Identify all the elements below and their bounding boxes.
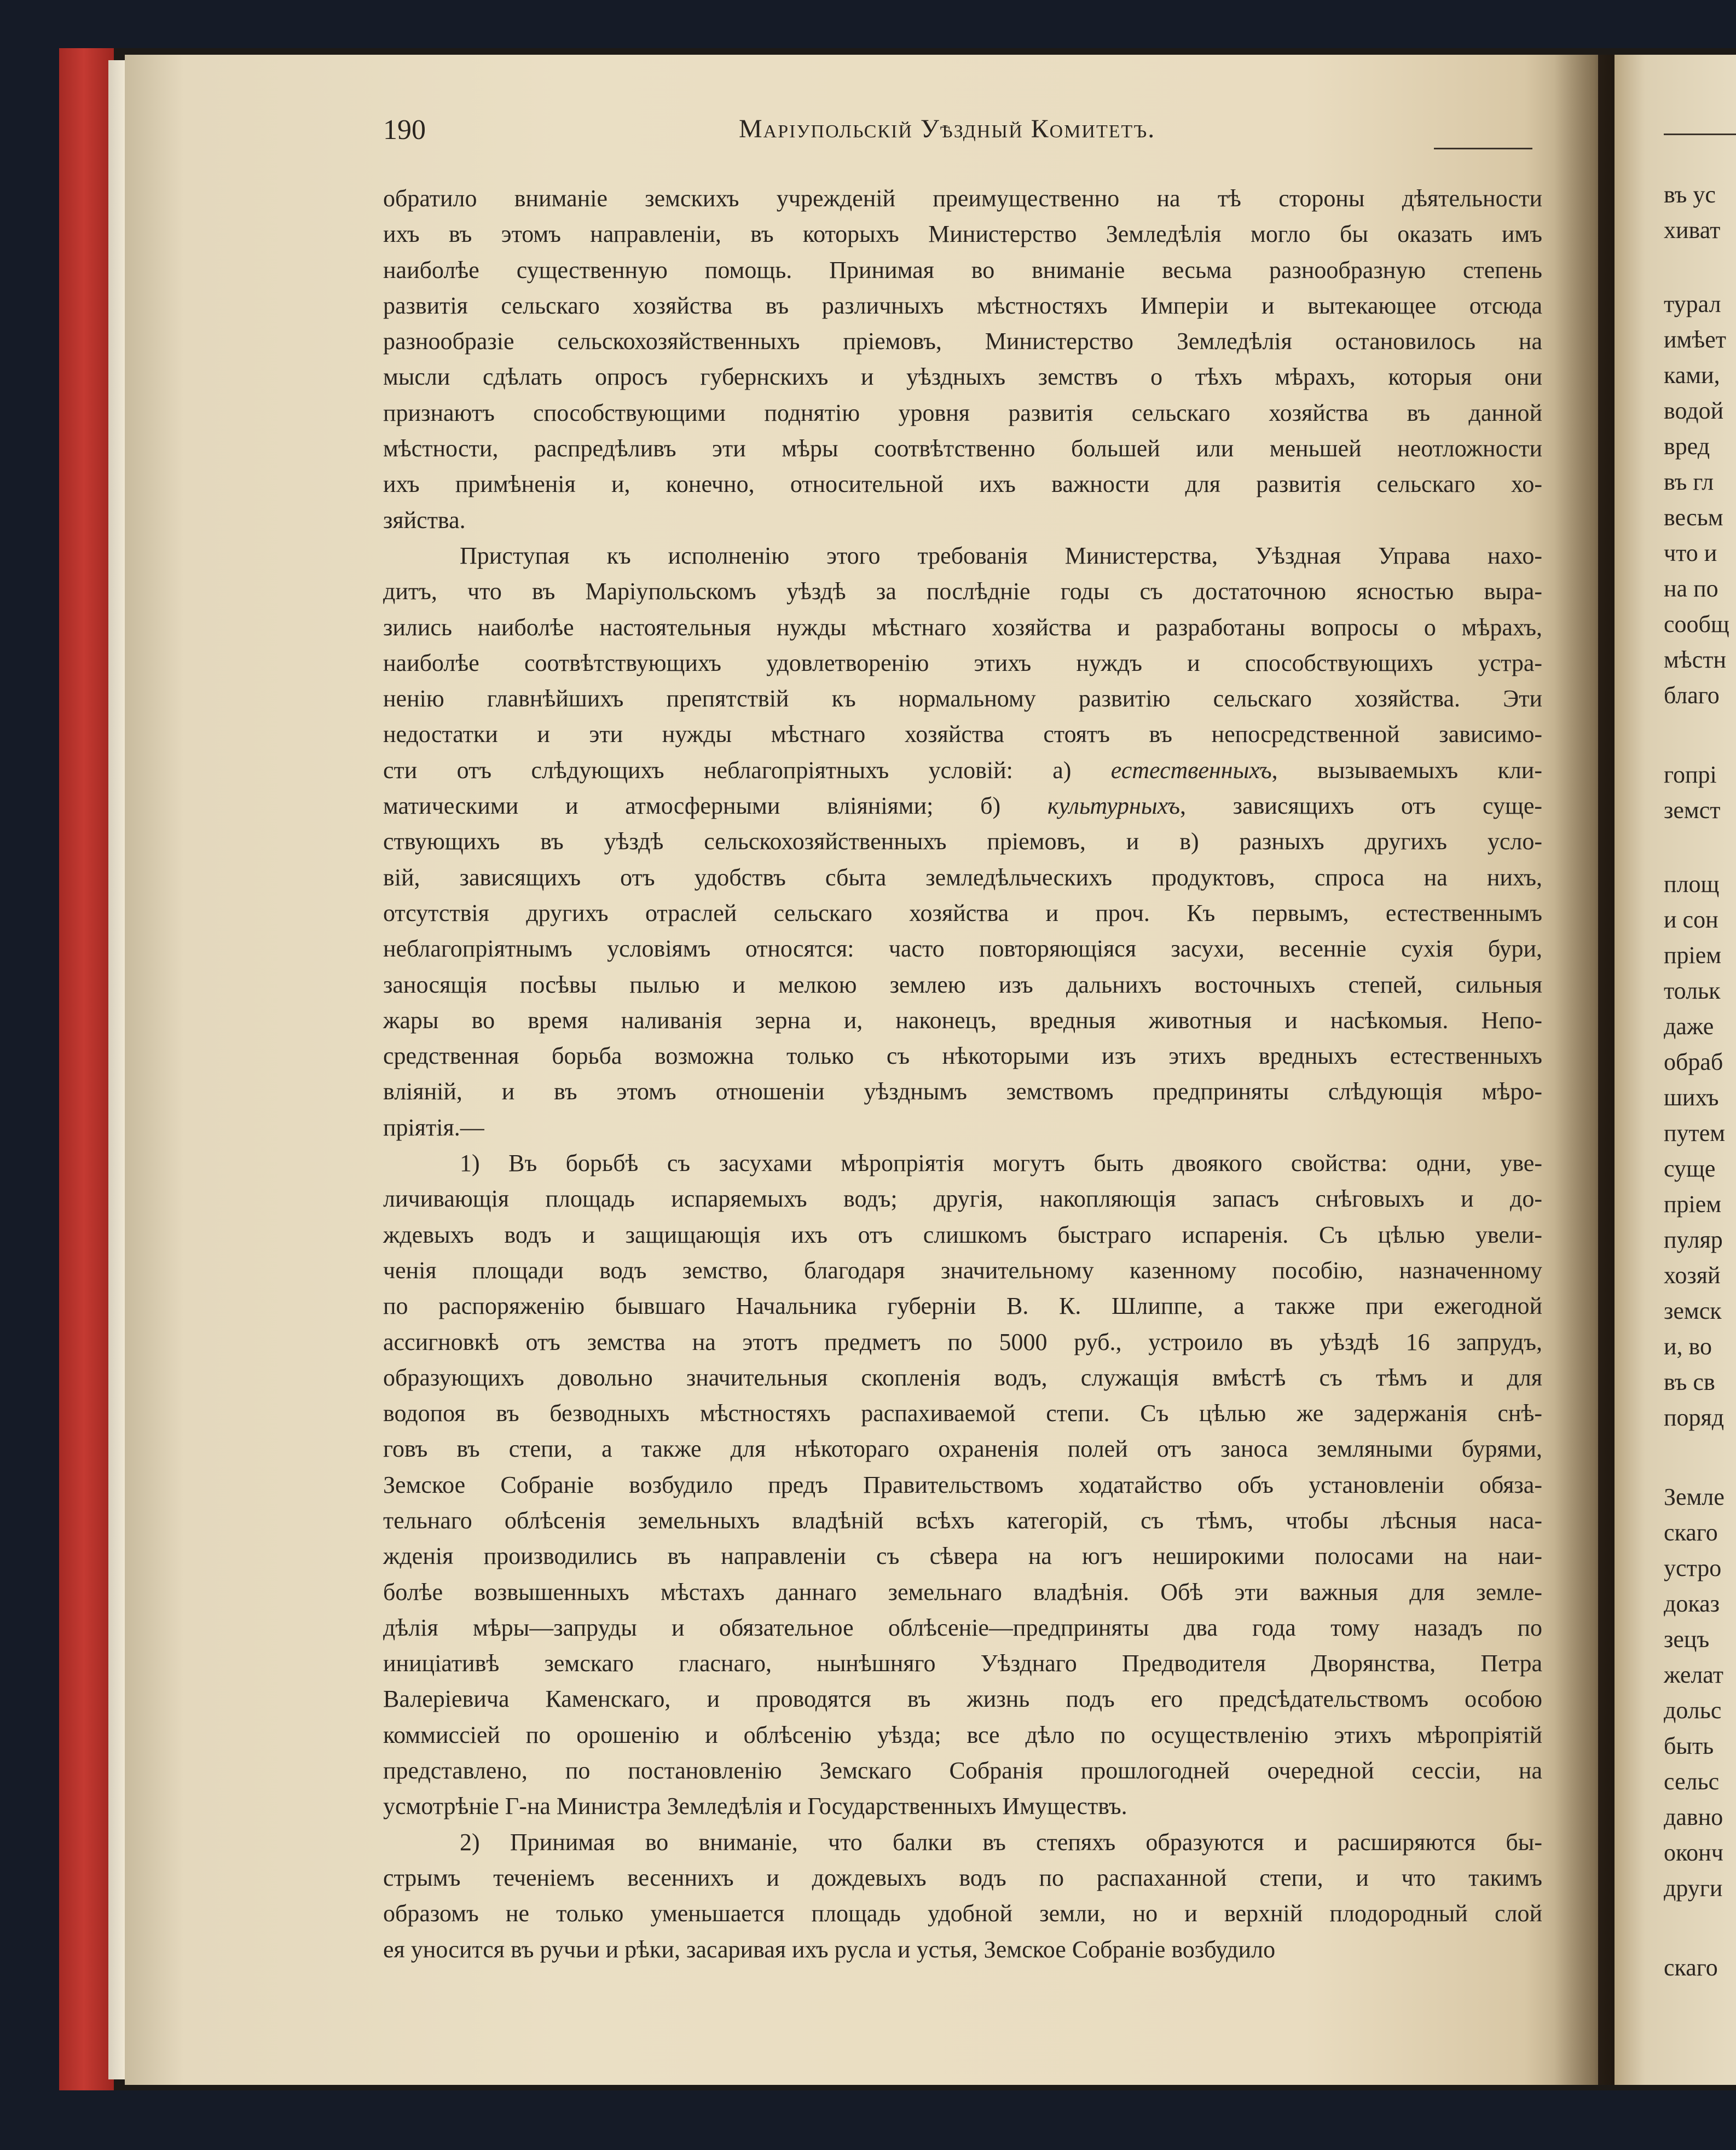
text-line: образомъ не только уменьшается площадь удобной земли, но и верхній плодородный слой	[383, 1900, 1542, 1927]
text-line: личивающія площадь испаряемыхъ водъ; другія, накопляющія запасъ снѣговыхъ и до-	[383, 1185, 1542, 1213]
text-line: заносящія посѣвы пылью и мелкою землею изъ дальнихъ восточныхъ степей, сильныя	[383, 971, 1542, 998]
text-line: неблагопріятнымъ условіямъ относятся: часто повторяющіяся засухи, весенніе сухія бури,	[383, 935, 1542, 963]
paragraph	[383, 1824, 1542, 1967]
next-page-fragment: Земле	[1664, 1483, 1725, 1510]
next-page-fragment: земск	[1664, 1297, 1722, 1324]
next-page-fragment: весьм	[1664, 504, 1723, 531]
next-page-fragment: водой	[1664, 397, 1724, 424]
next-page-fragment: въ св	[1664, 1369, 1715, 1395]
text-line: иниціативѣ земскаго гласнаго, нынѣшняго Уѣзднаго Предводителя Дворянства, Петра	[383, 1650, 1542, 1677]
page-edge-strip	[108, 60, 125, 2079]
next-page-fragment: шихъ	[1664, 1084, 1719, 1111]
text-line: вій, зависящихъ отъ удобствъ сбыта земледѣльческихъ продуктовъ, спроса на нихъ,	[383, 864, 1542, 891]
running-title: Маріупольскій Уѣздный Комитетъ.	[739, 114, 1156, 143]
next-page-fragment: скаго	[1664, 1954, 1718, 1981]
paragraph	[383, 1145, 1542, 1824]
next-page-fragment: въ гл	[1664, 468, 1714, 495]
text-line: образующихъ довольно значительныя скопленія водъ, служащія вмѣстѣ съ тѣмъ и для	[383, 1364, 1542, 1391]
next-page-fragment: скаго	[1664, 1519, 1718, 1546]
text-line: мысли сдѣлать опросъ губернскихъ и уѣздныхъ земствъ о тѣхъ мѣрахъ, которыя они	[383, 363, 1542, 391]
text-line: ченія площади водъ земство, благодаря значительному казенному пособію, назначенному	[383, 1256, 1542, 1284]
next-page-fragment: сообщ	[1664, 611, 1729, 638]
text-line: отсутствія другихъ отраслей сельскаго хозяйства и проч. Къ первымъ, естественнымъ	[383, 899, 1542, 926]
text-line: Приступая къ исполненію этого требованія Министерства, Уѣздная Управа нахо-	[460, 542, 1542, 569]
text-line: дѣлія мѣры—запруды и обязательное облѣсеніе—предприняты два года тому назадъ по	[383, 1614, 1542, 1641]
next-page-fragment: устро	[1664, 1555, 1722, 1581]
next-page-fragment: гопрі	[1664, 761, 1717, 788]
next-page-fragment: турал	[1664, 291, 1721, 317]
text-line: представлено, по постановленію Земскаго Собранія прошлогодней очередной сессіи, на	[383, 1757, 1542, 1784]
next-page-fragment: путем	[1664, 1120, 1726, 1146]
gutter-shadow	[1554, 55, 1620, 2085]
next-page-fragment: доказ	[1664, 1590, 1720, 1617]
text-line: водопоя въ безводныхъ мѣстностяхъ распахиваемой степи. Съ цѣлью же задержанія снѣ-	[383, 1400, 1542, 1427]
next-page-fragment: тольк	[1664, 977, 1721, 1004]
next-page-fragment: дольс	[1664, 1697, 1722, 1724]
next-page-fragment: что и	[1664, 540, 1717, 566]
text-line: признаютъ способствующими поднятію уровня развитія сельскаго хозяйства въ данной	[383, 399, 1542, 426]
next-page-fragment: пріем	[1664, 1191, 1722, 1218]
text-line: наиболѣе соотвѣтствующихъ удовлетворенію этихъ нуждъ и способствующихъ устра-	[383, 649, 1542, 676]
next-page-fragment: сельс	[1664, 1768, 1720, 1795]
text-line: ихъ примѣненія и, конечно, относительной ихъ важности для развитія сельскаго хо-	[383, 471, 1542, 498]
page-number: 190	[383, 114, 426, 146]
text-line: жденія производились въ направленіи съ сѣвера на югъ неширокими полосами на наи-	[383, 1543, 1542, 1570]
text-line: разнообразіе сельскохозяйственныхъ пріемовъ, Министерство Земледѣлія остановилось на	[383, 328, 1542, 355]
text-line: тельнаго облѣсенія земельныхъ владѣній всѣхъ категорій, съ тѣмъ, чтобы лѣсныя наса-	[383, 1506, 1542, 1534]
text-line: развитія сельскаго хозяйства въ различныхъ мѣстностяхъ Имперіи и вытекающее отсюда	[383, 292, 1542, 319]
next-page-fragment: други	[1664, 1875, 1723, 1902]
next-page-fragment: зецъ	[1664, 1626, 1710, 1653]
next-page-fragment: пріем	[1664, 942, 1722, 969]
next-page-fragment: въ ус	[1664, 181, 1716, 208]
next-page-fragment: хозяй	[1664, 1262, 1721, 1289]
next-page-fragment: земст	[1664, 797, 1721, 824]
text-line: зились наиболѣе настоятельныя нужды мѣстнаго хозяйства и разработаны вопросы о мѣрахъ,	[383, 613, 1542, 641]
next-page-fragment: обраб	[1664, 1048, 1723, 1075]
next-page-fragment: суще	[1664, 1155, 1716, 1182]
text-line: сти отъ слѣдующихъ неблагопріятныхъ условій: а) естественныхъ, вызываемыхъ кли-	[383, 756, 1542, 784]
text-line: зяйства.	[383, 506, 466, 534]
text-line: недостатки и эти нужды мѣстнаго хозяйства стоятъ въ непосредственной зависимо-	[383, 721, 1542, 748]
text-line: коммиссіей по орошенію и облѣсенію уѣзда; все дѣло по осуществленію этихъ мѣропріятій	[383, 1721, 1542, 1748]
next-page-fragment: хиват	[1664, 217, 1721, 244]
next-page-fragment: на по	[1664, 575, 1718, 602]
text-line: ассигновкѣ отъ земства на этотъ предметъ по 5000 руб., устроило въ уѣздѣ 16 запрудъ,	[383, 1328, 1542, 1355]
text-line: мѣстности, распредѣливъ эти мѣры соотвѣтственно большей или меньшей неотложности	[383, 435, 1542, 462]
text-line: 2) Принимая во вниманіе, что балки въ степяхъ образуются и расширяются бы-	[460, 1828, 1542, 1856]
text-line: ея уносится въ ручьи и рѣки, засаривая ихъ русла и устья, Земское Собраніе возбудило	[383, 1935, 1276, 1963]
next-page-fragment: ками,	[1664, 362, 1720, 389]
next-page-fragment: быть	[1664, 1732, 1714, 1759]
page-body	[383, 181, 1542, 1967]
text-line: ждевыхъ водъ и защищающія ихъ отъ слишкомъ быстраго испаренія. Съ цѣлью увели-	[383, 1221, 1542, 1248]
text-line: усмотрѣніе Г-на Министра Земледѣлія и Государственныхъ Имуществъ.	[383, 1793, 1127, 1820]
text-line: обратило вниманіе земскихъ учрежденій преимущественно на тѣ стороны дѣятельности	[383, 185, 1542, 212]
next-page-header-rule	[1664, 134, 1736, 135]
text-line: ненію главнѣйшихъ препятствій къ нормальному развитію сельскаго хозяйства. Эти	[383, 685, 1542, 712]
text-line: средственная борьба возможна только съ нѣкоторыми изъ этихъ вредныхъ естественныхъ	[383, 1042, 1542, 1070]
next-page-fragment: мѣстн	[1664, 646, 1727, 673]
next-page-fragment: поряд	[1664, 1404, 1725, 1431]
text-line: Земское Собраніе возбудило предъ Правительствомъ ходатайство объ установленіи обяза-	[383, 1471, 1542, 1498]
text-line: говъ въ степи, а также для нѣкотораго охраненія полей отъ заноса земляными бурями,	[383, 1435, 1542, 1463]
text-line: болѣе возвышенныхъ мѣстахъ даннаго земельнаго владѣнія. Обѣ эти важныя для земле-	[383, 1578, 1542, 1606]
text-line: наиболѣе существенную помощь. Принимая во вниманіе весьма разнообразную степень	[383, 256, 1542, 283]
text-line: матическими и атмосферными вліяніями; б) культурныхъ, зависящихъ отъ суще-	[383, 792, 1543, 820]
next-page-fragment: желат	[1664, 1661, 1723, 1688]
header-rule	[1434, 148, 1532, 149]
next-page-fragment: давно	[1664, 1804, 1723, 1830]
text-line: пріятія.—	[383, 1114, 484, 1141]
next-page-fragment: благо	[1664, 682, 1720, 709]
text-line: вліяній, и въ этомъ отношеніи уѣзднымъ земствомъ предприняты слѣдующія мѣро-	[383, 1078, 1542, 1105]
next-page-fragment: и, во	[1664, 1333, 1712, 1360]
paragraph	[383, 538, 1542, 1145]
text-line: ихъ въ этомъ направленіи, въ которыхъ Министерство Земледѣлія могло бы оказать имъ	[383, 221, 1542, 248]
next-page-fragment: площ	[1664, 871, 1720, 897]
text-line: Валеріевича Каменскаго, и проводятся въ жизнь подъ его предсѣдательствомъ особою	[383, 1685, 1542, 1713]
text-line: жары во время наливанія зерна и, наконецъ, вредныя животныя и насѣкомыя. Непо-	[383, 1006, 1542, 1034]
text-line: стрымъ теченіемъ весеннихъ и дождевыхъ водъ по распаханной степи, и что такимъ	[383, 1864, 1542, 1891]
text-line: ствующихъ въ уѣздѣ сельскохозяйственныхъ пріемовъ, и в) разныхъ другихъ усло-	[383, 828, 1542, 855]
paragraph	[383, 181, 1542, 538]
text-line: по распоряженію бывшаго Начальника губерніи В. К. Шлиппе, а также при ежегодной	[383, 1293, 1542, 1320]
next-page-fragment: даже	[1664, 1013, 1714, 1040]
book-cover-edge	[59, 48, 114, 2090]
text-line: 1) Въ борьбѣ съ засухами мѣропріятія могутъ быть двоякого свойства: одни, уве-	[460, 1150, 1542, 1177]
next-page-fragment: имѣет	[1664, 326, 1727, 353]
next-page-fragment: и сон	[1664, 906, 1718, 933]
next-page-fragment: пуляр	[1664, 1226, 1723, 1253]
next-page-fragment: оконч	[1664, 1839, 1723, 1866]
next-page-fragment: вред	[1664, 433, 1710, 460]
text-line: дитъ, что въ Маріупольскомъ уѣздѣ за послѣдніе годы съ достаточною ясностью выра-	[383, 578, 1542, 605]
